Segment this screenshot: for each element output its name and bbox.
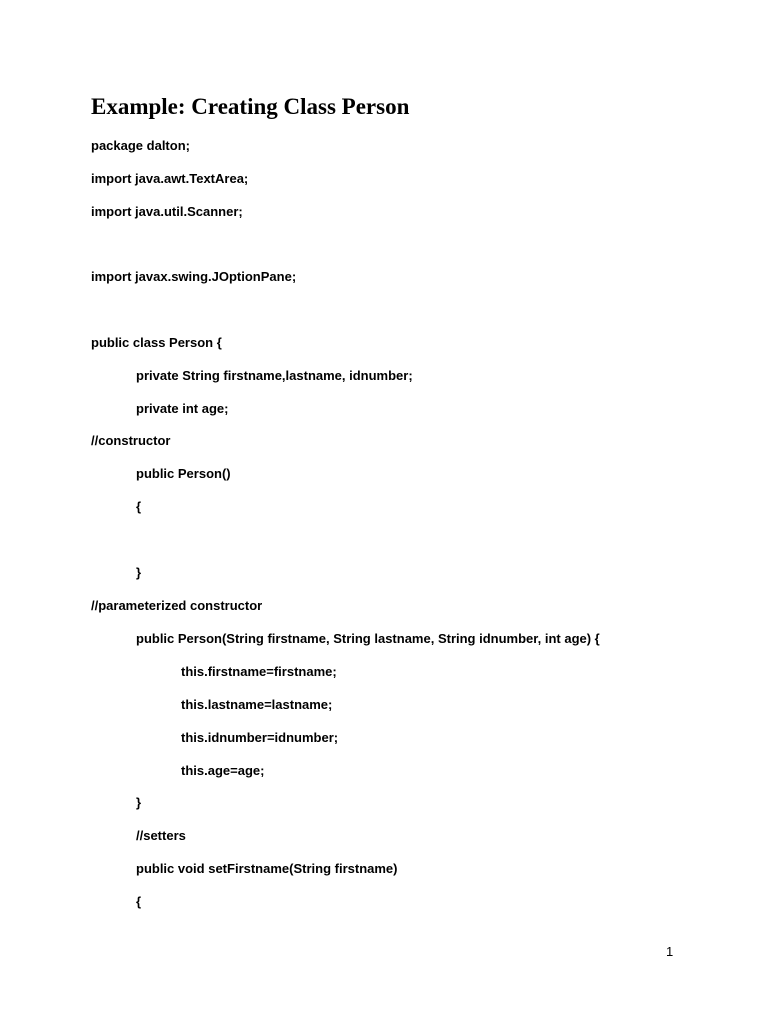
code-line-open-brace: { [136,499,142,514]
code-line-assign-firstname: this.firstname=firstname; [181,664,337,679]
code-line-package: package dalton; [91,138,190,153]
page-number: 1 [666,944,674,959]
code-line-parameterized-constructor: public Person(String firstname, String lastname, String idnumber, int age) { [136,631,600,646]
code-comment-parameterized-constructor: //parameterized constructor [91,598,263,613]
code-line-private-age: private int age; [136,401,229,416]
code-line-close-brace-constructor: } [136,795,142,810]
code-line-assign-idnumber: this.idnumber=idnumber; [181,730,339,745]
code-line-setter-open-brace: { [136,894,142,909]
code-line-import-joptionpane: import javax.swing.JOptionPane; [91,269,297,284]
code-line-assign-age: this.age=age; [181,763,265,778]
code-line-import-textarea: import java.awt.TextArea; [91,171,249,186]
code-line-set-firstname: public void setFirstname(String firstname) [136,861,398,876]
code-comment-setters: //setters [136,828,186,843]
code-line-private-strings: private String firstname,lastname, idnumber; [136,368,413,383]
code-line-close-brace: } [136,565,142,580]
code-line-assign-lastname: this.lastname=lastname; [181,697,333,712]
code-line-class-declaration: public class Person { [91,335,222,350]
code-line-import-scanner: import java.util.Scanner; [91,204,243,219]
code-comment-constructor: //constructor [91,433,171,448]
code-line-default-constructor: public Person() [136,466,231,481]
document-title: Example: Creating Class Person [91,94,410,119]
